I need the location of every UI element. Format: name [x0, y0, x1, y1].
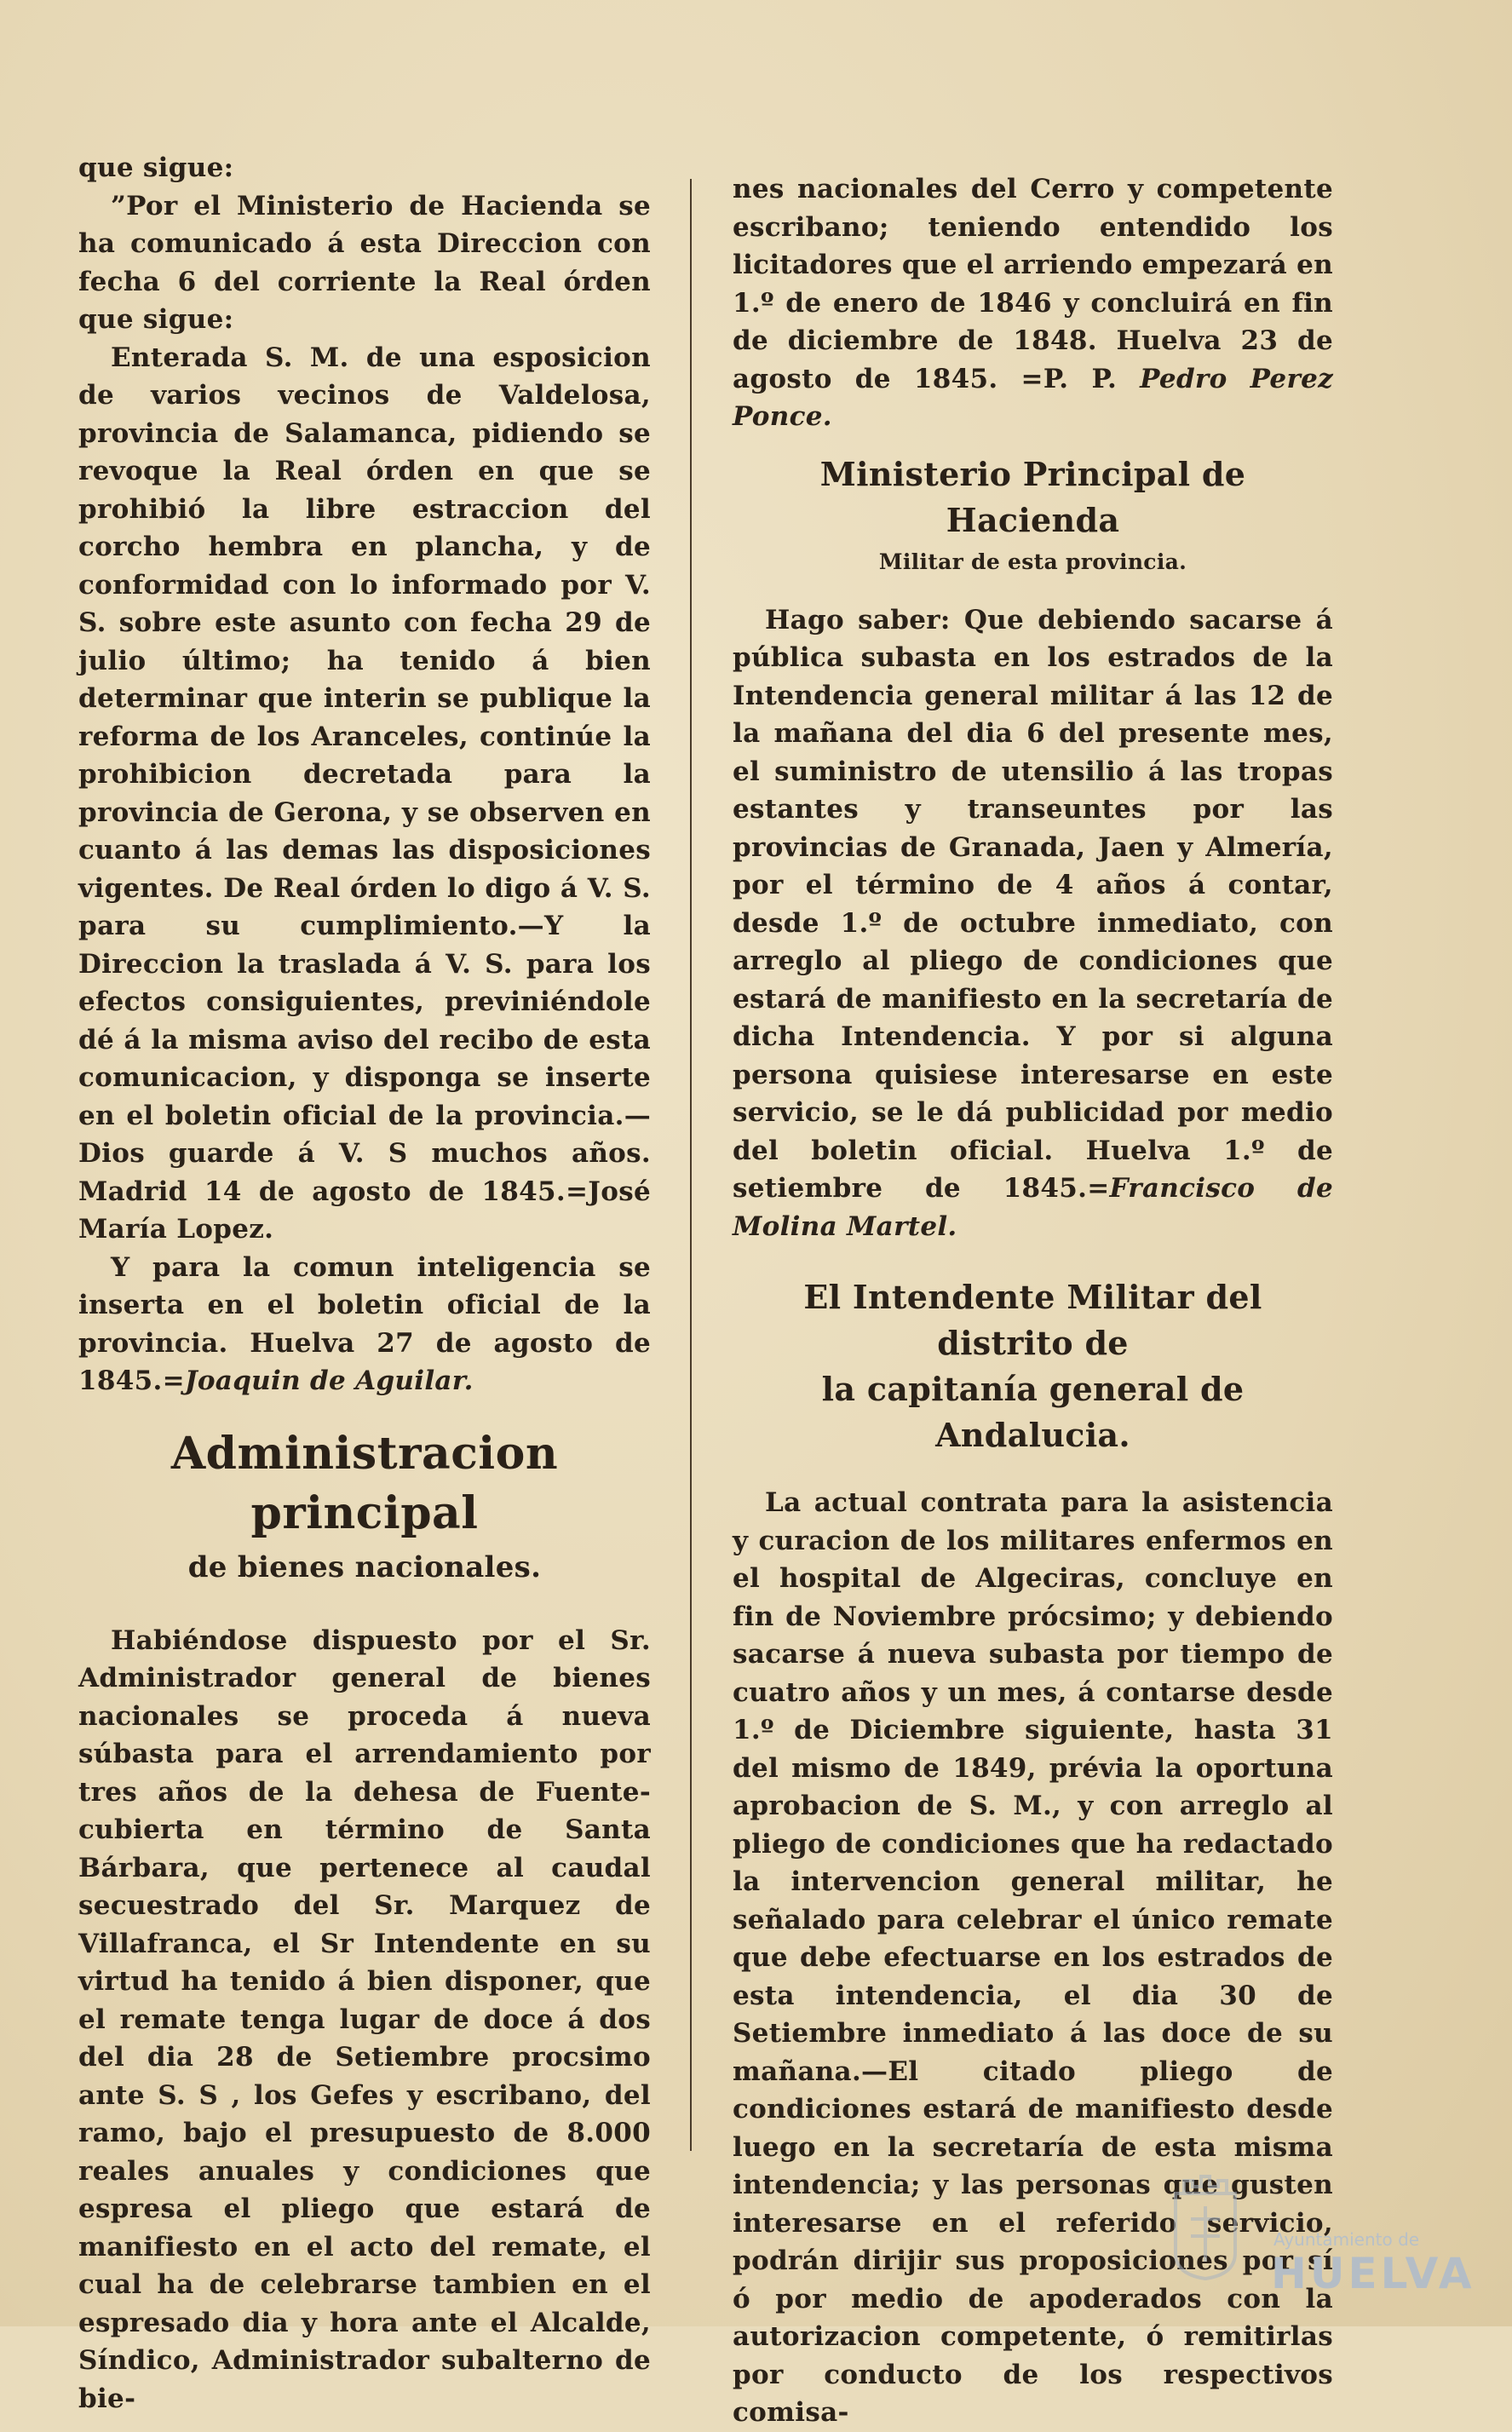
- left-insercion-text: Y para la comun inteligencia se inserta en el boletin oficial de la provincia. Huelva 27 de agosto de 1845.=: [78, 1251, 651, 1396]
- left-paragraph-continuation: que sigue:: [78, 152, 234, 183]
- right-continuation-signature: Pedro Perez Ponce.: [733, 363, 1333, 432]
- left-paragraph-subasta: Habiéndose dispuesto por el Sr. Administrador general de bienes nacionales se proceda á nueva súbasta para el arrendamiento por tres años de la dehesa de Fuente-cubierta en término de Santa Bárbara, que pertenece al caudal secuestrado del Sr. Marquez de Villafranca, el Sr Intendente en su virtud ha tenido á bien disponer, que el remate tenga lugar de doce á dos del dia 28 de Setiembre procsimo ante S. S , los Gefes y escribano, del ramo, bajo el presupuesto de 8.000 reales anuales y condiciones que espresa el pliego que estará de manifiesto en el acto del remate, el cual ha de celebrarse tambien en el espresado dia y hora ante el Alcalde, Síndico, Administrador subalterno de bie-: [78, 1624, 651, 2414]
- section-heading-ministerio: Ministerio Principal de Hacienda: [819, 454, 1246, 539]
- left-paragraph-insercion: [78, 1249, 651, 1400]
- section-subheading-militar: Militar de esta provincia.: [878, 549, 1187, 574]
- watermark-big-text: HUELVA: [1271, 2249, 1475, 2298]
- right-paragraph-hago-saber: [733, 601, 1333, 1246]
- section-heading-intendente: [733, 1274, 1333, 1458]
- right-continuation-text: nes nacionales del Cerro y competente escribano; teniendo entendido los licitadores que el arriendo empezará en 1.º de enero de 1846 y concluirá en fin de diciembre de 1848. Huelva 23 de agosto de 1845. =P. P.: [733, 174, 1334, 394]
- watermark-small-text: Ayuntamiento de: [1273, 2229, 1420, 2250]
- section-heading-intendente-line1: El Intendente Militar del distrito de: [803, 1278, 1262, 1362]
- right-hago-saber-text: Hago saber: Que debiendo sacarse á pública subasta en los estrados de la Intendencia general militar á las 12 de la mañana del dia 6 del presente mes, el suministro de utensilio á las tropas estantes y transeuntes por las provincias de Granada, Jaen y Almería, por el término de 4 años á contar, desde 1.º de octubre inmediato, con arreglo al pliego de condiciones que estará de manifiesto en la secretaría de dicha Intendencia. Y por si alguna persona quisiese interesarse en este servicio, se le dá publicidad por medio del boletin oficial. Huelva 1.º de setiembre de 1845.=: [733, 604, 1333, 1204]
- right-column: [733, 170, 1333, 2432]
- section-subheading-bienes: de bienes nacionales.: [187, 1549, 542, 1584]
- left-paragraph-real-orden: Enterada S. M. de una esposicion de varios vecinos de Valdelosa, provincia de Salamanca, pidiendo se revoque la Real órden en que se prohibió la libre estraccion del corcho hembra en plancha, y de conformidad con lo informado por V. S. sobre este asunto con fecha 29 de julio último; ha tenido á bien determinar que interin se publique la reforma de los Aranceles, continúe la prohibicion decretada para la provincia de Gerona, y se observen en cuanto á las demas las disposiciones vigentes. De Real órden lo digo á V. S. para su cumplimiento.—Y la Direccion la traslada á V. S. para los efectos consiguientes, previniéndole dé á la misma aviso del recibo de esta comunicacion, y disponga se inserte en el boletin oficial de la provincia.—Dios guarde á V. S muchos años. Madrid 14 de agosto de 1845.=José María Lopez.: [78, 342, 651, 1245]
- left-paragraph-ministerio: ”Por el Ministerio de Hacienda se ha comunicado á esta Direccion con fecha 6 del corriente la Real órden que sigue:: [78, 190, 651, 335]
- right-paragraph-continuation: [733, 170, 1333, 436]
- left-column: [78, 149, 651, 2418]
- left-insercion-signature: Joaquin de Aguilar.: [184, 1365, 474, 1396]
- section-heading-administracion: Administracion principal: [170, 1427, 559, 1539]
- section-heading-intendente-line2: la capitanía general de Andalucia.: [821, 1370, 1245, 1454]
- right-paragraph-contrata: La actual contrata para la asistencia y curacion de los militares enfermos en el hospital de Algeciras, concluye en fin de Noviembre prócsimo; y debiendo sacarse á nueva subasta por tiempo de cuatro años y un mes, á contarse desde 1.º de Diciembre siguiente, hasta 31 del mismo de 1849, prévia la oportuna aprobacion de S. M., y con arreglo al pliego de condiciones que ha redactado la intervencion general militar, he señalado para celebrar el único remate que debe efectuarse en los estrados de esta intendencia, el dia 30 de Setiembre inmediato á las doce de su mañana.—El citado pliego de condiciones estará de manifiesto desde luego en la secretaría de esta misma intendencia; y las personas que gusten interesarse en el referido servicio, podrán dirijir sus proposiciones por sí ó por medio de apoderados con la autorizacion competente, ó remitirlas por conducto de los respectivos comisa-: [733, 1487, 1333, 2428]
- column-divider: [690, 179, 692, 2151]
- right-hago-saber-signature: Francisco de Molina Martel.: [733, 1173, 1333, 1242]
